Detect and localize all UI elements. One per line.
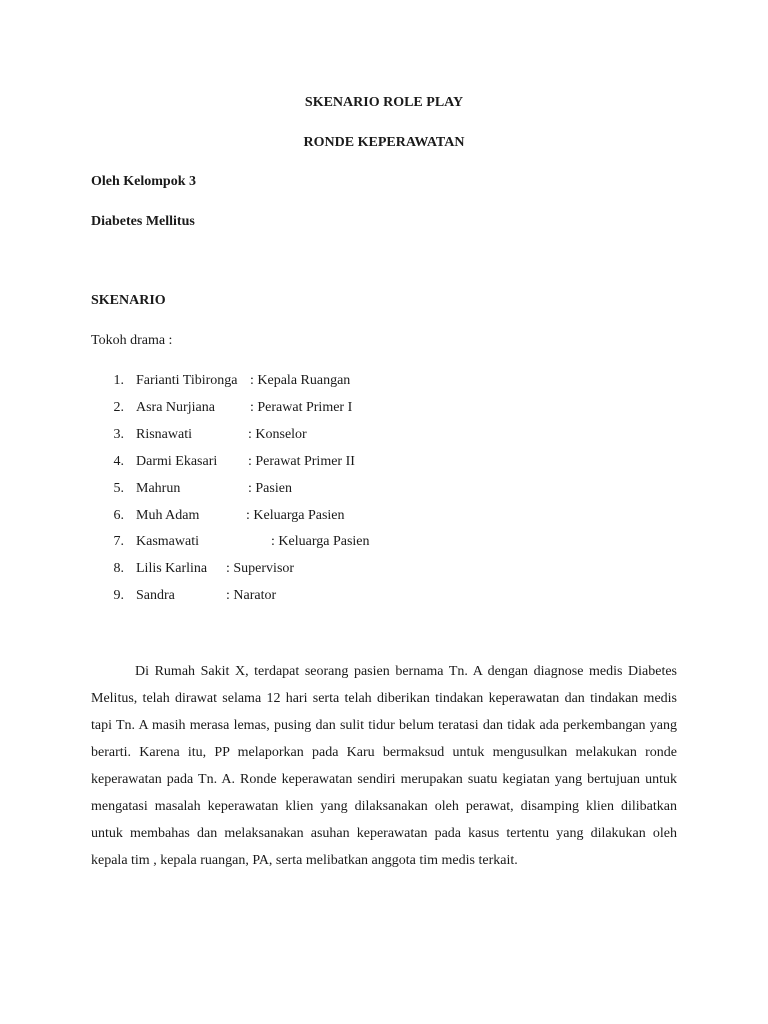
list-number: 3. xyxy=(113,427,124,442)
cast-role: : Perawat Primer I xyxy=(250,400,353,415)
cast-name: Asra Nurjiana xyxy=(136,400,215,415)
list-number: 5. xyxy=(113,481,124,496)
cast-role: : Supervisor xyxy=(226,561,295,576)
cast-name: Kasmawati xyxy=(136,534,199,549)
list-number: 4. xyxy=(113,454,124,469)
cast-name: Lilis Karlina xyxy=(136,561,208,576)
list-number: 7. xyxy=(113,534,124,549)
cast-name: Darmi Ekasari xyxy=(136,454,218,469)
cast-role: : Pasien xyxy=(248,481,292,496)
cast-role: : Keluarga Pasien xyxy=(246,508,345,523)
document-subtitle: RONDE KEPERAWATAN xyxy=(303,135,465,150)
group-label: Oleh Kelompok 3 xyxy=(91,174,197,189)
list-number: 2. xyxy=(113,400,124,415)
cast-name: Farianti Tibironga xyxy=(136,373,238,388)
cast-intro: Tokoh drama : xyxy=(91,333,173,348)
list-number: 8. xyxy=(113,561,124,576)
topic-label: Diabetes Mellitus xyxy=(91,214,195,229)
cast-name: Muh Adam xyxy=(136,508,200,523)
cast-role: : Perawat Primer II xyxy=(248,454,355,469)
cast-role: : Keluarga Pasien xyxy=(271,534,370,549)
cast-role: : Kepala Ruangan xyxy=(250,373,351,388)
cast-role: : Konselor xyxy=(248,427,307,442)
cast-name: Risnawati xyxy=(136,427,192,442)
paragraph-text: Di Rumah Sakit X, terdapat seorang pasien bernama Tn. A dengan diagnose medis Diabetes Melitus, telah dirawat selama 12 hari serta telah diberikan tindakan keperawatan dan tindakan medis tapi Tn. A masih merasa lemas, pusing dan sulit tidur belum teratasi dan tidak ada perkembangan yang berarti. Karena itu, PP melaporkan pada Karu bermaksud untuk mengusulkan melakukan ronde keperawatan pada Tn. A. Ronde keperawatan sendiri merupakan suatu kegiatan yang bertujuan untuk mengatasi masalah keperawatan klien yang dilaksanakan oleh perawat, disamping klien dilibatkan untuk membahas dan melaksanakan asuhan keperawatan pada kasus tertentu yang dilakukan oleh kepala tim , kepala ruangan, PA, serta melibatkan anggota tim medis terkait. xyxy=(91,664,677,868)
cast-name: Sandra xyxy=(136,588,175,603)
cast-name: Mahrun xyxy=(136,481,181,496)
list-number: 9. xyxy=(113,588,124,603)
document-title: SKENARIO ROLE PLAY xyxy=(304,95,464,110)
cast-role: : Narator xyxy=(226,588,277,603)
list-number: 6. xyxy=(113,508,124,523)
list-number: 1. xyxy=(113,373,124,388)
section-heading: SKENARIO xyxy=(91,293,166,308)
scenario-paragraph xyxy=(91,658,677,874)
